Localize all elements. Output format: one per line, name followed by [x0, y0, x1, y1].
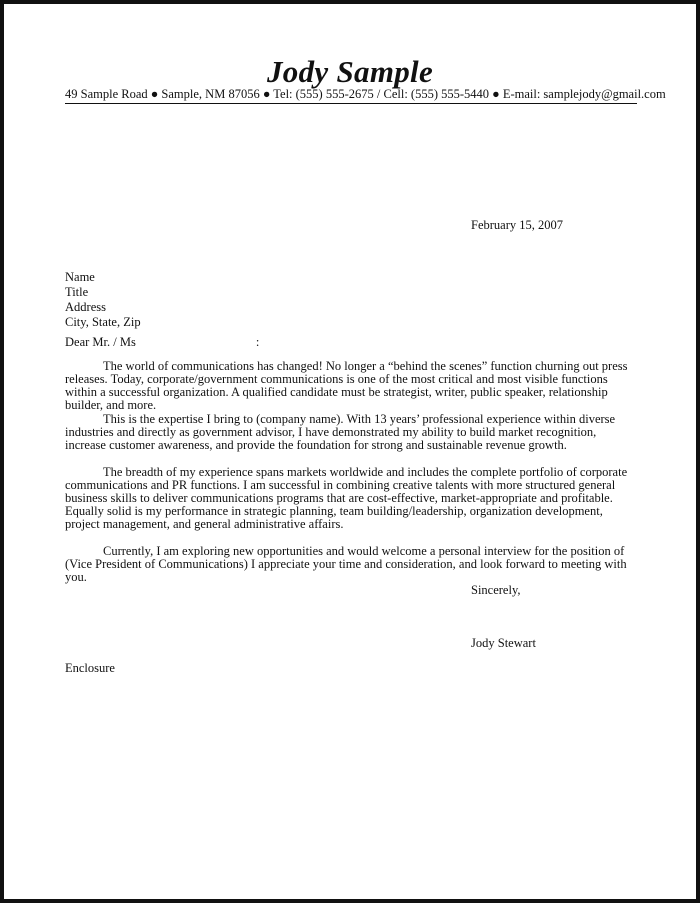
enclosure-note: Enclosure	[65, 661, 115, 675]
letter-date: February 15, 2007	[471, 218, 563, 232]
recipient-title: Title	[65, 285, 89, 299]
sender-name: Jody Sample	[266, 54, 434, 89]
recipient-name: Name	[65, 270, 95, 284]
sender-contact-line: 49 Sample Road ● Sample, NM 87056 ● Tel: (555) 555-2675 / Cell: (555) 555-5440 ● E-mail: samplejody@gmail.com	[65, 87, 637, 104]
salutation-prefix: Dear Mr. / Ms	[65, 335, 136, 349]
closing: Sincerely,	[471, 583, 521, 597]
salutation	[65, 335, 259, 350]
recipient-address-block	[65, 270, 141, 330]
body-paragraph-2: This is the expertise I bring to (company name). With 13 years’ professional experience within diverse industries and directly as government advisor, I have demonstrated my ability to build market recognition, increase customer awareness, and provide the foundation for strong and sustainable revenue growth.	[65, 412, 616, 452]
body-paragraph-3: The breadth of my experience spans markets worldwide and includes the complete portfolio of corporate communications and PR functions. I am successful in combining creative talents with more structured general business skills to deliver communications programs that are cost-effective, market-appropriate and profitable. Equally solid is my performance in strategic planning, team building/leadership, organization development, project management, and general administrative affairs.	[65, 465, 628, 531]
recipient-address: Address	[65, 300, 106, 314]
salutation-suffix: :	[255, 335, 260, 349]
body-paragraph-4: Currently, I am exploring new opportunities and would welcome a personal interview for the position of (Vice President of Communications) I appreciate your time and consideration, and look forward to meeting with you.	[65, 544, 627, 584]
recipient-city-state-zip: City, State, Zip	[65, 315, 141, 329]
signer-name: Jody Stewart	[471, 636, 536, 650]
body-paragraph-1: The world of communications has changed! No longer a “behind the scenes” function churning out press releases. Today, corporate/government communications is one of the most critical and most visible functions within a successful organization. A qualified candidate must be strategist, writer, public speaker, relationship builder, and more.	[65, 359, 628, 412]
